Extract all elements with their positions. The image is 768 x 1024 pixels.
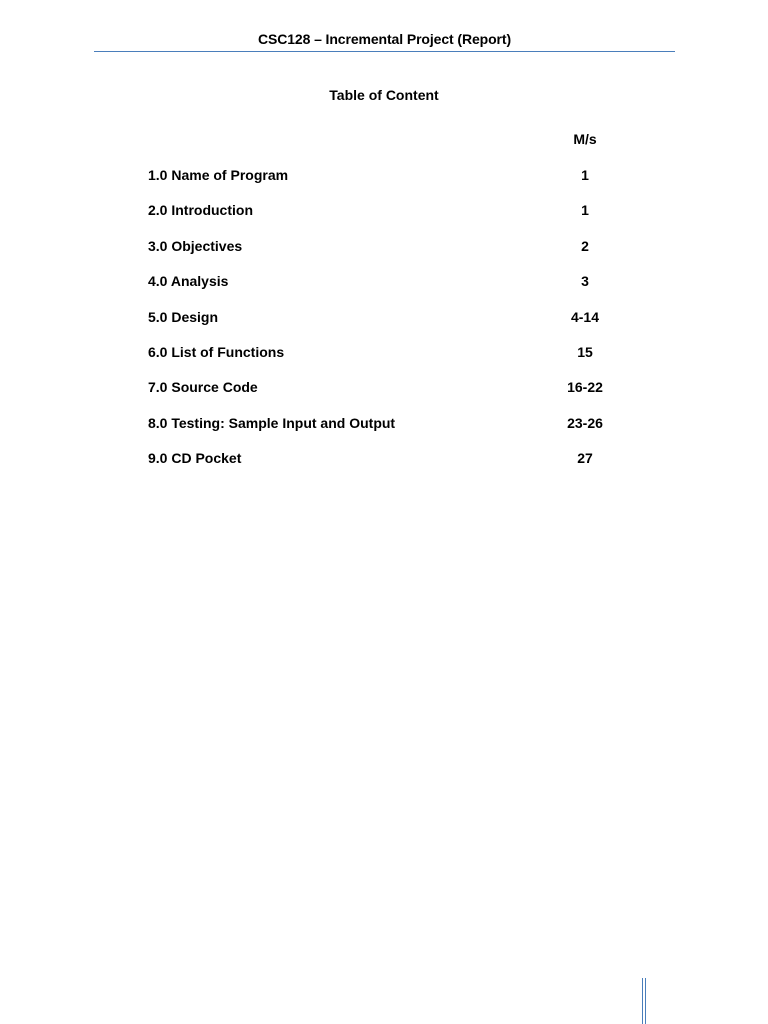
toc-entry-label: 1.0 Name of Program bbox=[148, 167, 289, 183]
toc-entry bbox=[148, 238, 628, 258]
toc-entry-label: 3.0 Objectives bbox=[148, 238, 243, 254]
toc-entry bbox=[148, 309, 628, 329]
toc-entry bbox=[148, 273, 628, 293]
header-title: CSC128 – Incremental Project (Report) bbox=[257, 31, 512, 47]
page-column-header: M/s bbox=[573, 131, 597, 147]
toc-entry bbox=[148, 202, 628, 222]
page-margin-rule bbox=[642, 978, 646, 1024]
toc-entry-page: 2 bbox=[581, 238, 589, 254]
toc-entry-label: 4.0 Analysis bbox=[148, 273, 229, 289]
toc-title: Table of Content bbox=[329, 87, 439, 103]
toc-entry-page: 1 bbox=[581, 167, 589, 183]
toc-entry bbox=[148, 379, 628, 399]
toc-entry-page: 27 bbox=[577, 450, 593, 466]
toc-entry-page: 1 bbox=[581, 202, 589, 218]
toc-entry-page: 3 bbox=[581, 273, 589, 289]
toc-entry-page: 16-22 bbox=[567, 379, 603, 395]
toc-entry-label: 6.0 List of Functions bbox=[148, 344, 285, 360]
toc-entry bbox=[148, 415, 628, 435]
toc-entry-label: 9.0 CD Pocket bbox=[148, 450, 242, 466]
toc-entry-page: 15 bbox=[577, 344, 593, 360]
toc-entry-page: 4-14 bbox=[570, 309, 600, 325]
toc-entry-label: 5.0 Design bbox=[148, 309, 219, 325]
toc-entry-page: 23-26 bbox=[567, 415, 603, 431]
toc-entry bbox=[148, 344, 628, 364]
page-header bbox=[94, 24, 675, 52]
toc-entry-label: 2.0 Introduction bbox=[148, 202, 253, 218]
toc-entry-label: 7.0 Source Code bbox=[148, 379, 258, 395]
toc-entry bbox=[148, 450, 628, 470]
toc-entry bbox=[148, 167, 628, 187]
toc-entry-label: 8.0 Testing: Sample Input and Output bbox=[148, 415, 396, 431]
